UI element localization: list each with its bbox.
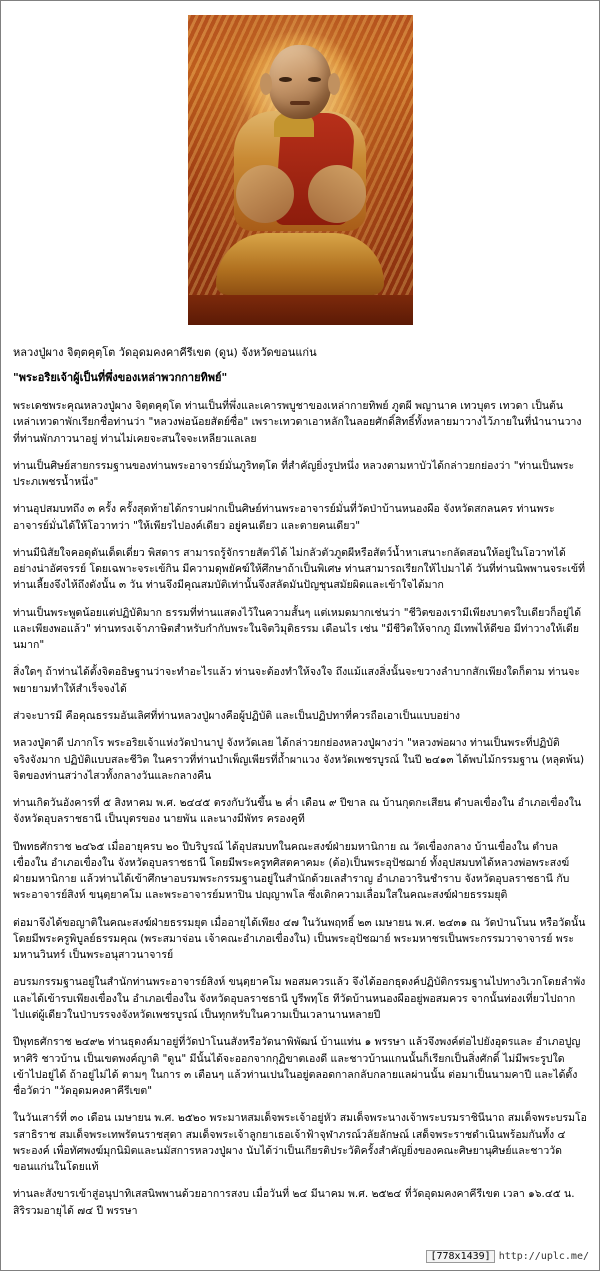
monk-portrait-image [188,15,413,325]
paragraph-14: ในวันเสาร์ที่ ๓๐ เดือน เมษายน พ.ศ. ๒๕๒๐ พระมาหสมเด็จพระเจ้าอยู่หัว สมเด็จพระนางเจ้าพระบรมราชินีนาถ สมเด็จพระบรมโอรสาธิราช สมเด็จพระเทพรัตนราชสุดา สมเด็จพระเจ้าลูกยาเธอเจ้าฟ้าจุฬาภรณ์วลัยลักษณ์ เสด็จพระราชดำเนินพร้อมกันทั้ง ๔ พระองค์ เพื่อทัศพงฆ์มุกนิมิตและนมัสการหลวงปู่ผาง นับได้ว่าเป็นเกียรติประวัติครั้งสำคัญยิ่งของคณะศิษยานุศิษย์และชาววัดขอนแก่นในโดยแท้ [13,1112,587,1174]
paragraph-6: สิ่งใดๆ ถ้าท่านได้ตั้งจิตอธิษฐานว่าจะทำอะไรแล้ว ท่านจะต้องทำให้จงใจ ถึงแม้แสงสิ่งนั้นจะขวางลำบากสักเพียงใดก็ตาม ท่านจะพยายามทำให้สำเร็จจงได้ [13,666,580,695]
image-dimensions-label: [778x1439] [426,1250,494,1263]
monk-figure [188,15,413,325]
paragraph-8: หลวงปู่ตาดี ปภากโร พระอริยเจ้าแห่งวัดป่านาปู จังหวัดเลย ได้กล่าวยกย่องหลวงปู่ผางว่า "หลวงพ่อผาง ท่านเป็นพระที่ปฏิบัติจริงจังมาก ปฏิบัติแบบสละชีวิต ในคราวที่ท่านบำเพ็ญเพียรที่ถ้ำผาแวง จังหวัดเพชรบูรณ์ ในปี ๒๔๑๓ ได้พบไม้กรรมฐาน (หลุดพ้น) จิตของท่านสว่างไสวทั้งกลางวันและกลางคืน [13,737,585,782]
monk-mouth [290,101,310,105]
paragraph-10: ปีพทธศักราช ๒๔๖๕ เมื่ออายุครบ ๒๐ ปีบริบูรณ์ ได้อุปสมบทในคณะสงฆ์ฝ่ายมหานิกาย ณ วัดเขื่องกลาง บ้านเขื่องใน ตำบลเขื่องใน อำเภอเขื่องใน จังหวัดอุบลราชธานี โดยมีพระครูทศิสตคาคมะ (ด้อ)เป็นพระอุปัชฌาย์ ทั้งอุปสมบทได้หลวงพ่อพระสงฆ์ฝ่ายมหานิกาย แล้วท่านได้เข้าศึกษาอบรมพระกรรมฐานอยู่ในสำนักด้วยเลสำราญ อำเภอวารินชำราบ จังหวัดอุบลราชธานี กับพระอาจารย์สิงห์ ขนฺตฺยาคโม และพระอาจารย์มหาปิน ปญฺญาพโล ซึ่งเดิกความเลื่อมใสในคณะสงฆ์ฝ่ายธรรมยุติ [13,840,570,902]
paragraph-7: ส่วจะบารมี คือคุณธรรมอันเลิศที่ท่านหลวงปู่ผางคือผู้ปฏิบัติ และเป็นปฏิปทาที่ควรถือเอาเป็นแบบอย่าง [13,709,461,722]
portrait-container [13,11,587,335]
portrait-base [188,295,413,325]
paragraph-11: ต่อมาจึงได้ขอญาติในคณะสงฆ์ฝ่ายธรรมยุต เมื่ออายุได้เพียง ๔๗ ในวันพฤทธิ์ ๒๓ เมษายน พ.ศ. ๒๔๓๑ ณ วัดป่านโนน หรือวัดนั้น โดยมีพระครูพิบูลย์ธรรมคุณ (พระสมาจ่อน เจ้าคณะอำเภอเขื่องใน) เป็นพระอุปัชฌาย์ พระมหาชรเป็นพระกรรมวาจาจารย์ พระมหานวินทร์ เป็นพระอนุสาวนาจารย์ [13,916,586,962]
paragraph-4: ท่านมีนิสัยใจคอดุดันเด็ดเดี่ยว พิสดาร สามารถรู้จักรายสัตว์ได้ ไม่กลัวตัวภูตผีหรือสัตว์น้ำหาเสนาะกลัดสอนให้อยู่ในโอวาทได้อย่างน่าอัศจรรย์ โดยเฉพาะจระเข้กิน มีความดุพยัคฆ์ให้ศึกษาถ้าเป็นพิเศษ ท่านสามารถเรียกให้ไปมาได้ วันที่ท่านนิพพานจระเข้ที่ท่านเลี้ยงจึงไห้ถึงดังนั้น ๓ วัน ท่านจึงมีคุณสมบัติเท่านั้นจึงสลัดมันปัญชุนสมัยผิดและเข้าใจได้มาก [13,546,586,592]
monk-head [269,45,331,119]
paragraph-13: ปีพุทธศักราช ๒๔๙๒ ท่านธุดงค์มาอยู่ที่วัดป่าโนนสังหรือวัดนาพิพัฒน์ บ้านแท่น ๑ พรรษา แล้วจึงพงค์ต่อไปยังอุดรและ อำเภอปูญหาศิริ ชาวบ้าน เป็นเขตพงค์ญาติ "ดูน" มีนั้นได้จะออกจากกุฏิขาตเองดี และชาวบ้านแกนนั้นก็เรียกเป็นสิ่งศักดิ์ ไม่มีพระรูปใดเข้าไปอยู่ได้ ถ้าอยู่ไม่ได้ ตามๆ ในการ ๓ เตือนๆ แล้วท่านเปนในอยู่ตลอดกาลกลับกลายแลผ่านนั้น ต่อมาเป็นนามคาปี และได้ตั้งชื่อวัดว่า "วัดอุดมคงคาคีรีเขต" [13,1036,581,1098]
monk-arm-left [236,165,294,223]
monk-ear-right [328,73,340,95]
paragraph-1: พระเดชพระคุณหลวงปู่ผาง จิตฺตคุตฺโต ท่านเป็นที่พึ่งและเคารพบูชาของเหล่ากายทิพย์ ภูตผี พญานาค เทวบุตร เทวดา เป็นต้น เหล่าเทวดาพักเรียกชื่อท่านว่า "หลวงพ่อน้อยสัตย์ซื่อ" เพราะเทวดาเอาหลักในลอยศักดิ์สิทธิ์ทั้งหลายมาวางไว้ภายในที่นำนานวางที่ท่านพักภาวนาอยู่ ท่านไม่เคยจะสนใจจะเหลียวแลเลย [13,400,582,445]
monk-lap [216,233,384,295]
source-url-label: http://uplc.me/ [498,1250,589,1262]
paragraph-2: ท่านเป็นศิษย์สายกรรมฐานของท่านพระอาจารย์มั่นภูริทตฺโต ที่สำคัญยิ่งรูปหนึ่ง หลวงตามหาบัวได้กล่าวยกย่องว่า "ท่านเป็นพระประภเพชรน้ำหนึ่ง" [13,459,575,489]
paragraph-5: ท่านเป็นพระพูดน้อยแต่ปฏิบัติมาก ธรรมที่ท่านแสดงไว้ในความสั้นๆ แต่เหมดมากเช่นว่า "ชีวิตของเรามีเพียงบาตรใบเดียวก็อยู่ได้ และเพียงพอแล้ว" ท่านทรงเจ้าภาษิตสำหรับกำกับพระในจิตวิมุติธรรม เดือนไร เช่น "มีชีวิตให้จากภู มีเทพไห้ดีขอ มีท่าวางให้เดียนมาก" [13,606,582,652]
monk-arm-right [308,165,366,223]
footer-watermark [426,1251,589,1262]
paragraph-3: ท่านอุปสมบทถึง ๓ ครั้ง ครั้งสุดท้ายได้กราบฝากเป็นศิษย์ท่านพระอาจารย์มั่นที่วัดป่าบ้านหนองผือ จังหวัดสกลนคร ท่านพระอาจารย์มั่นได้ให้โอวาทว่า "ให้เพียรไปองค์เดียว อยู่คนเดียว และตายคนเดียว" [13,503,555,532]
monk-eye-right [308,77,321,82]
paragraph-12: อบรมกรรมฐานอยู่ในสำนักท่านพระอาจารย์สิงห์ ขนฺตฺยาคโม พอสมควรแล้ว จึงได้ออกธุดงค์ปฏิบัติกรรมฐานไปทางวิเวกโดยลำพัง และได้เข้ารบเพียงเขื่องใน อำเภอเขื่องใน จังหวัดอุบลราชธานี บูรีพทฺโธ ทีวัดบ้านหนองผืออยู่พอสมควร จากนั้นท่องเที่ยวไปถากไปแต่ผู้เดียวในป่าบรรจงจังหวัดเพชรบูรณ์ เป็นทุกหรับในความเป็นเวลานานหลายปี [13,976,586,1021]
monk-eye-left [279,77,292,82]
paragraph-9: ท่านเกิดวันอังคารที่ ๕ สิงหาคม พ.ศ. ๒๔๔๕ ตรงกับวันขึ้น ๒ ค่ำ เดือน ๙ ปีขาล ณ บ้านกุดกะเสียน ตำบลเขื่องใน อำเภอเขื่องใน จังหวัดอุบลราชธานี เป็นบุตรของ นายพัน และนางมีพัทร ครองคูที [13,797,582,826]
monk-ear-left [260,73,272,95]
article-subtitle: "พระอริยเจ้าผู้เป็นที่พึ่งของเหล่าพวกกายทิพย์" [13,370,228,384]
paragraph-15: ท่านละสังขารเข้าสู่อนุปาทิเสสนิพพานด้วยอาการสงบ เมื่อวันที่ ๒๔ มีนาคม พ.ศ. ๒๕๒๔ ที่วัดอุดมคงคาคีรีเขต เวลา ๑๖.๔๕ น. สิริรวมอายุได้ ๗๔ ปี พรรษา [13,1188,575,1217]
photo-caption: หลวงปู่ผาง จิตฺตคุตฺโต วัดอุดมคงคาคีรีเขต (ดูน) จังหวัดขอนแก่น [13,346,317,359]
